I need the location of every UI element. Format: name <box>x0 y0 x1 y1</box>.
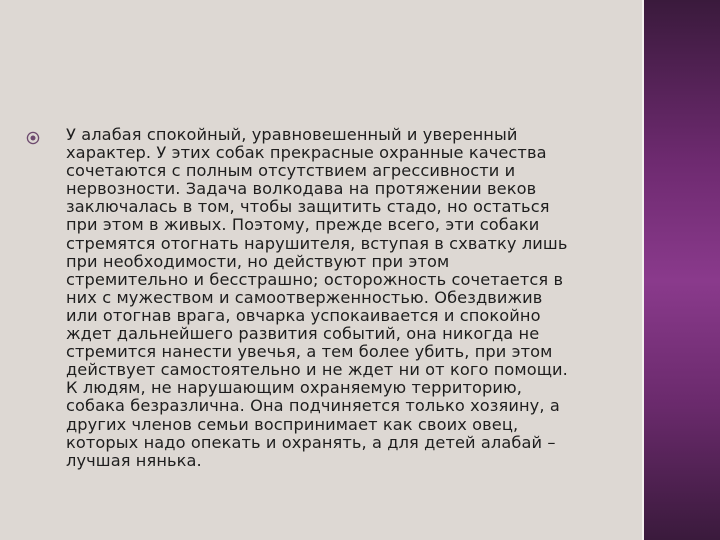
text-line: при этом в живых. Поэтому, прежде всего, эти собаки <box>66 215 540 235</box>
text-line: собака безразлична. Она подчиняется только хозяину, а <box>66 396 560 416</box>
text-line: других членов семьи воспринимает как своих овец, <box>66 414 519 434</box>
text-line: У алабая спокойный, уравновешенный и уверенный <box>66 125 518 144</box>
text-line: при необходимости, но действуют при этом <box>66 251 450 271</box>
text-line: заключалась в том, чтобы защитить стадо, но остаться <box>66 197 550 217</box>
circled-bullet-icon <box>26 131 40 145</box>
text-line: лучшая нянька. <box>66 450 202 470</box>
text-line: или отогнав врага, овчарка успокаивается и спокойно <box>66 305 541 325</box>
text-line: которых надо опекать и охранять, а для детей алабай – <box>66 432 556 452</box>
decorative-side-band <box>644 0 720 540</box>
bullet-paragraph <box>66 126 606 470</box>
text-line: них с мужеством и самоотверженностью. Обездвижив <box>66 287 543 307</box>
text-line: характер. У этих собак прекрасные охранные качества <box>66 143 547 163</box>
text-line: действует самостоятельно и не ждет ни от кого помощи. <box>66 360 568 380</box>
text-line: нервозности. Задача волкодава на протяжении веков <box>66 179 537 199</box>
text-line: К людям, не нарушающим охраняемую территорию, <box>66 378 522 398</box>
text-line: ждет дальнейшего развития событий, она никогда не <box>66 324 540 344</box>
text-line: стремятся отогнать нарушителя, вступая в схватку лишь <box>66 233 568 253</box>
text-line: стремительно и бесстрашно; осторожность сочетается в <box>66 269 564 289</box>
text-line: сочетаются с полным отсутствием агрессивности и <box>66 161 516 181</box>
text-line: стремится нанести увечья, а тем более убить, при этом <box>66 342 553 362</box>
